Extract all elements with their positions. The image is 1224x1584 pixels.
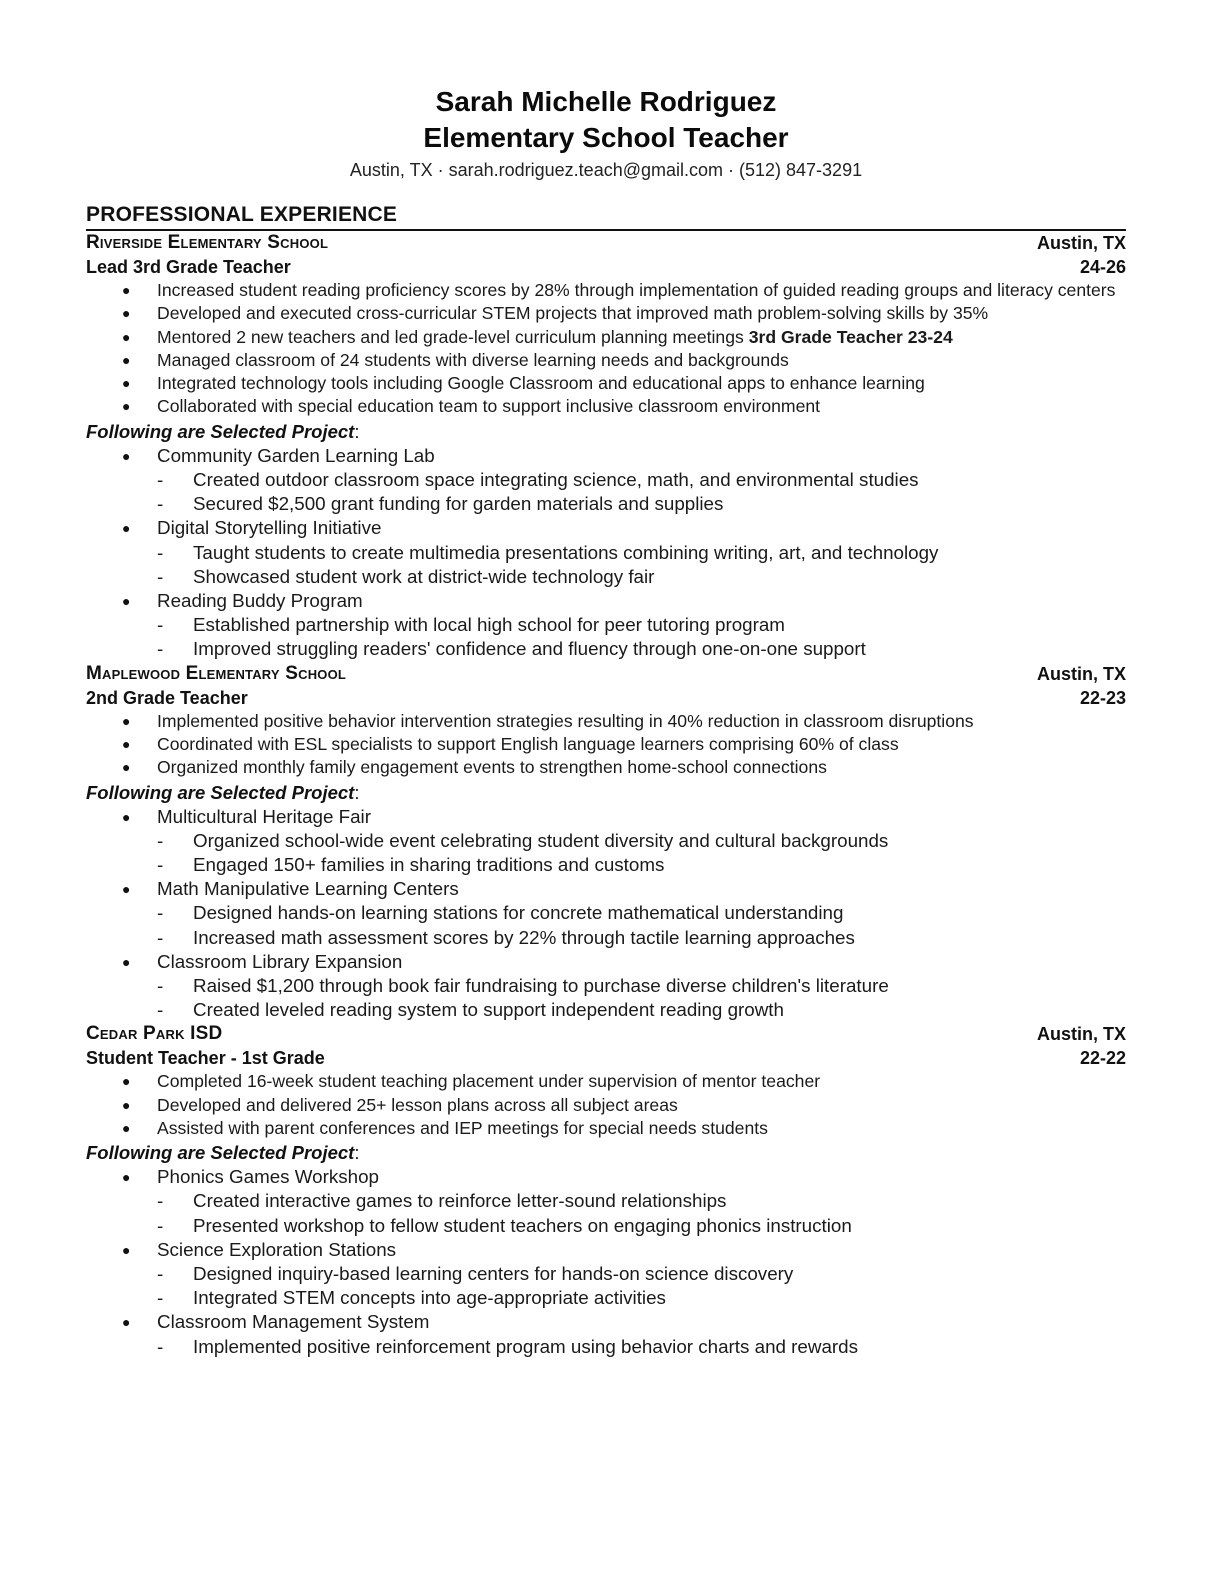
bullet-text: Mentored 2 new teachers and led grade-level curriculum planning meetings xyxy=(157,326,744,347)
bullet-item: ● Assisted with parent conferences and IEP meetings for special needs students xyxy=(86,1117,1126,1140)
bullet-item: ● Coordinated with ESL specialists to support English language learners comprising 60% of class xyxy=(86,733,1126,756)
bullet-item: ● Increased student reading proficiency scores by 28% through implementation of guided reading groups and literacy centers xyxy=(86,279,1126,302)
job-entry xyxy=(86,1022,1126,1359)
job-dates: 22-22 xyxy=(1079,1048,1126,1069)
selected-projects-label xyxy=(86,1140,1126,1165)
project-name: ● Digital Storytelling Initiative xyxy=(86,516,1126,540)
project-name: ● Classroom Library Expansion xyxy=(86,950,1126,974)
project-detail: - Integrated STEM concepts into age-appropriate activities xyxy=(86,1286,1126,1310)
project-list xyxy=(86,444,1126,662)
bullet-item: ● Integrated technology tools including Google Classroom and educational apps to enhance learning xyxy=(86,372,1126,395)
selected-label-text: Following are Selected Project xyxy=(86,781,355,803)
project-detail: - Organized school-wide event celebrating student diversity and cultural backgrounds xyxy=(86,829,1126,853)
selected-label-colon: : xyxy=(354,1142,360,1164)
project-name: ● Reading Buddy Program xyxy=(86,589,1126,613)
bullet-item: ● Implemented positive behavior intervention strategies resulting in 40% reduction in classroom disruptions xyxy=(86,710,1126,733)
project-name: ● Multicultural Heritage Fair xyxy=(86,805,1126,829)
project-detail: - Created interactive games to reinforce letter-sound relationships xyxy=(86,1189,1126,1213)
bullet-item: ● Collaborated with special education team to support inclusive classroom environment xyxy=(86,395,1126,418)
resume-header xyxy=(86,84,1126,183)
project-detail: - Created leveled reading system to support independent reading growth xyxy=(86,998,1126,1022)
bullet-item: ● Organized monthly family engagement events to strengthen home-school connections xyxy=(86,756,1126,779)
section-title: PROFESSIONAL EXPERIENCE xyxy=(86,203,398,226)
project-detail: - Showcased student work at district-wide technology fair xyxy=(86,565,1126,589)
project-detail: - Created outdoor classroom space integrating science, math, and environmental studies xyxy=(86,468,1126,492)
job-bullets xyxy=(86,1070,1126,1140)
project-list xyxy=(86,1165,1126,1359)
employer-name: Maplewood Elementary School xyxy=(86,662,347,684)
bullet-item: ● Developed and executed cross-curricular STEM projects that improved math problem-solving skills by 35% xyxy=(86,302,1126,325)
selected-projects-label xyxy=(86,780,1126,805)
job-dates: 22-23 xyxy=(1079,687,1126,708)
job-location: Austin, TX xyxy=(1037,233,1126,253)
selected-projects-label xyxy=(86,419,1126,444)
job-bullets xyxy=(86,710,1126,780)
project-detail: - Implemented positive reinforcement program using behavior charts and rewards xyxy=(86,1335,1126,1359)
job-role: Student Teacher - 1st Grade xyxy=(86,1048,325,1069)
candidate-name: Sarah Michelle Rodriguez xyxy=(435,86,777,117)
project-name: ● Community Garden Learning Lab xyxy=(86,444,1126,468)
project-detail: - Secured $2,500 grant funding for garden materials and supplies xyxy=(86,492,1126,516)
employer-name: Riverside Elementary School xyxy=(86,232,329,253)
project-detail: - Increased math assessment scores by 22% through tactile learning approaches xyxy=(86,926,1126,950)
project-detail: - Raised $1,200 through book fair fundraising to purchase diverse children's literature xyxy=(86,974,1126,998)
project-detail: - Engaged 150+ families in sharing traditions and customs xyxy=(86,853,1126,877)
project-name: ● Classroom Management System xyxy=(86,1310,1126,1334)
project-detail: - Designed hands-on learning stations for concrete mathematical understanding xyxy=(86,901,1126,925)
inline-role: 3rd Grade Teacher 23-24 xyxy=(748,326,953,347)
bullet-item xyxy=(86,326,1126,349)
project-detail: - Established partnership with local high school for peer tutoring program xyxy=(86,613,1126,637)
bullet-item: ● Completed 16-week student teaching placement under supervision of mentor teacher xyxy=(86,1070,1126,1093)
job-dates: 24-26 xyxy=(1079,257,1126,277)
contact-line: Austin, TX · sarah.rodriguez.teach@gmail.com · (512) 847-3291 xyxy=(349,160,863,180)
bullet-item: ● Developed and delivered 25+ lesson plans across all subject areas xyxy=(86,1094,1126,1117)
project-detail: - Improved struggling readers' confidence and fluency through one-on-one support xyxy=(86,637,1126,661)
project-list xyxy=(86,805,1126,1023)
project-name: ● Science Exploration Stations xyxy=(86,1238,1126,1262)
selected-label-text: Following are Selected Project xyxy=(86,1142,355,1164)
job-entry xyxy=(86,231,1126,662)
project-detail: - Designed inquiry-based learning centers for hands-on science discovery xyxy=(86,1262,1126,1286)
selected-label-colon: : xyxy=(354,781,360,803)
project-name: ● Math Manipulative Learning Centers xyxy=(86,877,1126,901)
selected-label-text: Following are Selected Project xyxy=(86,420,355,442)
project-detail: - Presented workshop to fellow student teachers on engaging phonics instruction xyxy=(86,1214,1126,1238)
selected-label-colon: : xyxy=(354,420,360,442)
resume-page xyxy=(86,84,1126,1359)
job-location: Austin, TX xyxy=(1037,1024,1126,1045)
job-entry xyxy=(86,662,1126,1023)
candidate-title: Elementary School Teacher xyxy=(423,122,789,153)
bullet-item: ● Managed classroom of 24 students with diverse learning needs and backgrounds xyxy=(86,349,1126,372)
project-name: ● Phonics Games Workshop xyxy=(86,1165,1126,1189)
employer-name: Cedar Park ISD xyxy=(86,1023,223,1045)
job-bullets xyxy=(86,279,1126,419)
job-role: Lead 3rd Grade Teacher xyxy=(86,257,291,277)
job-role: 2nd Grade Teacher xyxy=(86,687,248,708)
job-location: Austin, TX xyxy=(1037,663,1126,684)
project-detail: - Taught students to create multimedia presentations combining writing, art, and technology xyxy=(86,541,1126,565)
